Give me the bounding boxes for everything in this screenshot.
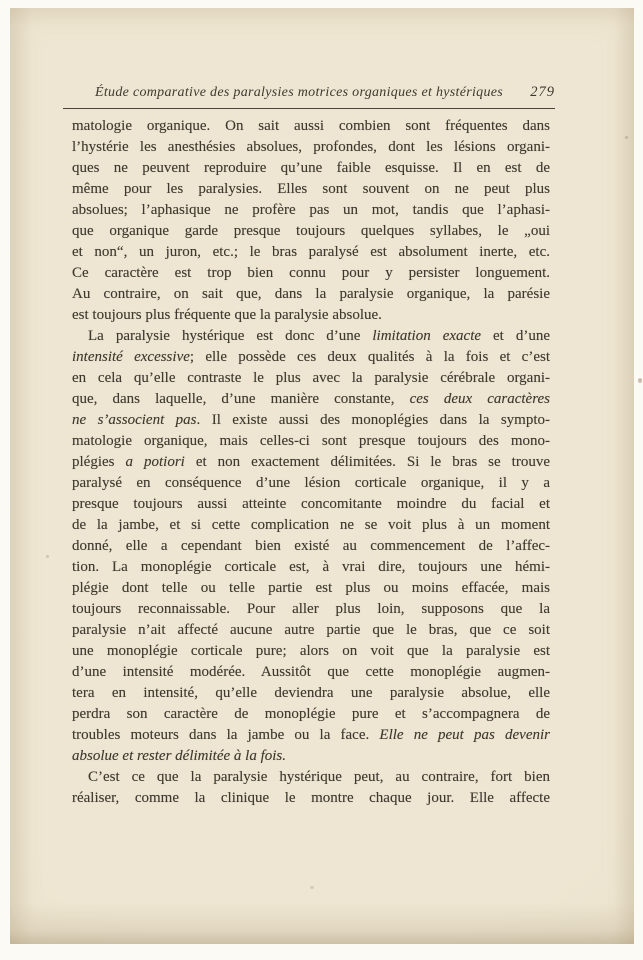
- text-segment: réaliser, comme la clinique le montre chaque jour. Elle affecte: [72, 790, 550, 806]
- text-line: [72, 179, 550, 200]
- text-line: [72, 368, 550, 389]
- text-line: [72, 767, 550, 788]
- text-line: [72, 599, 550, 620]
- text-line: [72, 326, 550, 347]
- text-line: [72, 536, 550, 557]
- text-segment: matologie organique, mais celles-ci sont presque toujours des mono-: [72, 433, 550, 449]
- text-line: [72, 641, 550, 662]
- italic-text-segment: Elle ne peut pas devenir: [379, 727, 550, 743]
- scan-speck: [46, 555, 49, 558]
- italic-text-segment: intensité excessive: [72, 349, 190, 365]
- text-segment: Ce caractère est trop bien connu pour y persister longuement.: [72, 265, 550, 281]
- running-head-title: Étude comparative des paralysies motrices organiques et hystériques: [95, 85, 504, 100]
- text-line: [72, 746, 550, 767]
- italic-text-segment: limitation exacte: [372, 328, 482, 344]
- text-line: [72, 347, 550, 368]
- text-segment: absolues; l’aphasique ne profère pas un mot, tandis que l’aphasi-: [72, 202, 550, 218]
- text-segment: en cela qu’elle contraste le plus avec la paralysie cérébrale organi-: [72, 370, 550, 386]
- running-head: [63, 84, 555, 109]
- text-segment: donné, elle a cependant bien existé au commencement de l’affec-: [72, 538, 550, 554]
- text-segment: Au contraire, on sait que, dans la paralysie organique, la parésie: [72, 286, 550, 302]
- text-segment: toujours reconnaissable. Pour aller plus loin, supposons que la: [72, 601, 550, 617]
- text-line: [72, 452, 550, 473]
- scan-speck: [310, 886, 314, 889]
- text-segment: tion. La monoplégie corticale est, à vrai dire, toujours une hémi-: [72, 559, 550, 575]
- text-line: [72, 389, 550, 410]
- text-line: [72, 284, 550, 305]
- text-line: [72, 431, 550, 452]
- text-segment: ques ne peuvent reproduire qu’une faible esquisse. Il en est de: [72, 160, 550, 176]
- italic-text-segment: a potiori: [125, 454, 185, 470]
- text-segment: de la jambe, et si cette complication ne se voit plus à un moment: [72, 517, 550, 533]
- text-segment: une monoplégie corticale pure; alors on voit que la paralysie est: [72, 643, 550, 659]
- text-line: [72, 578, 550, 599]
- text-segment: matologie organique. On sait aussi combien sont fréquentes dans: [72, 118, 550, 134]
- text-segment: C’est ce que la paralysie hystérique peut, au contraire, fort bien: [88, 769, 550, 785]
- scan-speck: [638, 378, 642, 383]
- text-segment: et non“, un juron, etc.; le bras paralysé est absolument inerte, etc.: [72, 244, 550, 260]
- text-line: [72, 620, 550, 641]
- scan-speck: [625, 136, 628, 139]
- text-line: [72, 494, 550, 515]
- body-text: [72, 116, 550, 809]
- text-line: [72, 515, 550, 536]
- text-line: [72, 473, 550, 494]
- text-segment: l’hystérie les anesthésies absolues, profondes, dont les lésions organi-: [72, 139, 550, 155]
- text-line: [72, 557, 550, 578]
- text-line: [72, 683, 550, 704]
- text-segment: perdra son caractère de monoplégie pure et s’accompagnera de: [72, 706, 550, 722]
- page-surface: [10, 8, 634, 944]
- text-segment: que, dans laquelle, d’une manière constante,: [72, 391, 410, 407]
- text-segment: plégie dont telle ou telle partie est plus ou moins effacée, mais: [72, 580, 550, 596]
- italic-text-segment: ne s’associent pas: [72, 412, 197, 428]
- italic-text-segment: ces deux caractères: [409, 391, 550, 407]
- text-line: [72, 263, 550, 284]
- text-segment: et non exactement délimitées. Si le bras se trouve: [184, 454, 550, 470]
- text-segment: est toujours plus fréquente que la paralysie absolue.: [72, 307, 382, 323]
- text-line: [72, 788, 550, 809]
- text-line: [72, 305, 550, 326]
- text-line: [72, 116, 550, 137]
- text-segment: paralysé en conséquence d’une lésion corticale organique, il y a: [72, 475, 550, 491]
- text-segment: presque toujours aussi atteinte concomitante moindre du facial et: [72, 496, 550, 512]
- text-line: [72, 200, 550, 221]
- text-line: [72, 704, 550, 725]
- text-line: [72, 662, 550, 683]
- text-segment: d’une intensité modérée. Aussitôt que cette monoplégie augmen-: [72, 664, 550, 680]
- page-number: 279: [530, 84, 555, 100]
- text-segment: que organique garde presque toujours quelques syllabes, le „oui: [72, 223, 550, 239]
- text-segment: troubles moteurs dans la jambe ou la face.: [72, 727, 380, 743]
- text-segment: tera en intensité, qu’elle deviendra une paralysie absolue, elle: [72, 685, 550, 701]
- text-line: [72, 221, 550, 242]
- text-line: [72, 137, 550, 158]
- text-segment: même pour les paralysies. Elles sont souvent on ne peut plus: [72, 181, 550, 197]
- text-segment: . Il existe aussi des monoplégies dans la sympto-: [196, 412, 550, 428]
- italic-text-segment: absolue et rester délimitée à la fois.: [72, 748, 286, 764]
- text-line: [72, 158, 550, 179]
- text-segment: et d’une: [481, 328, 550, 344]
- text-line: [72, 410, 550, 431]
- text-segment: La paralysie hystérique est donc d’une: [88, 328, 373, 344]
- text-line: [72, 725, 550, 746]
- text-line: [72, 242, 550, 263]
- text-segment: paralysie n’ait affecté aucune autre partie que le bras, que ce soit: [72, 622, 550, 638]
- text-segment: ; elle possède ces deux qualités à la fois et c’est: [189, 349, 550, 365]
- text-segment: plégies: [72, 454, 126, 470]
